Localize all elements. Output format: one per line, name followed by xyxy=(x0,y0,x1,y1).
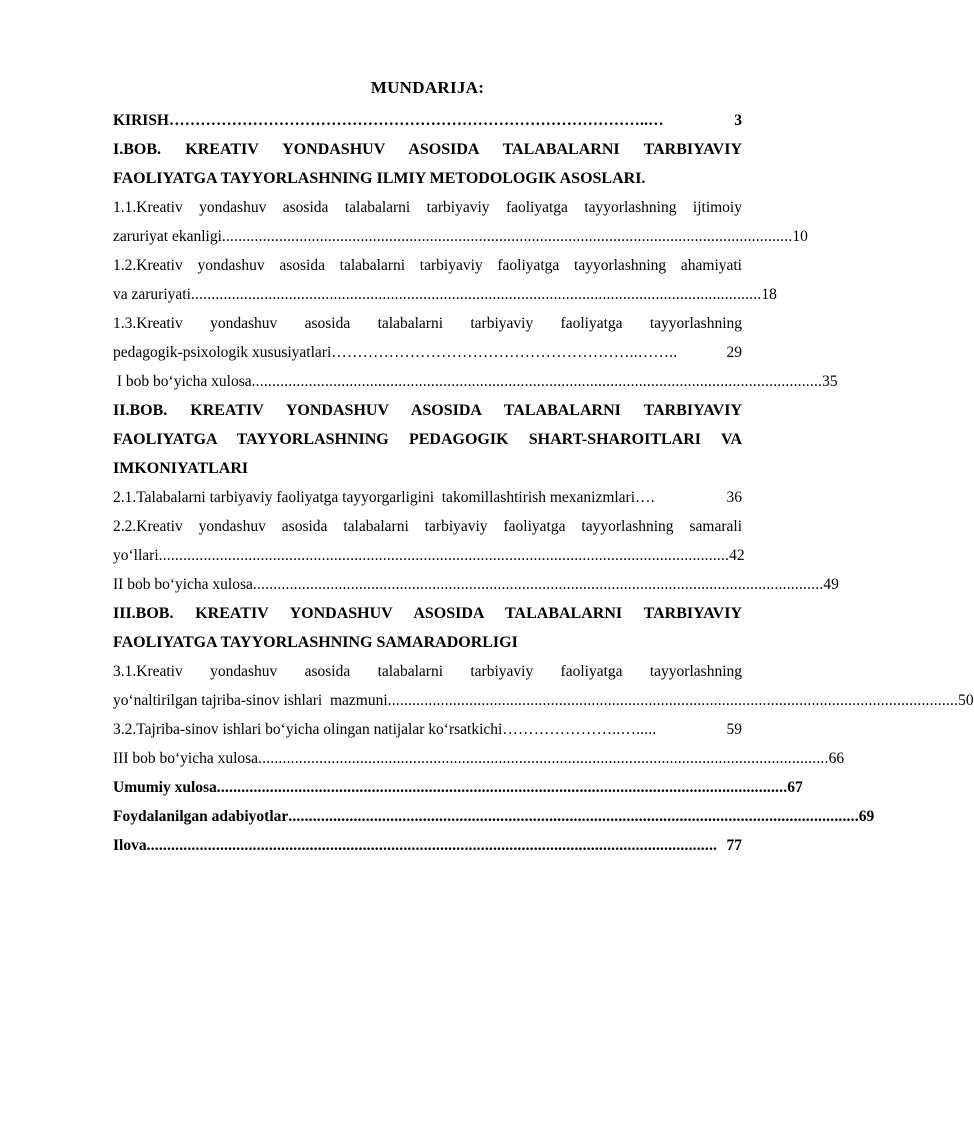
toc-entry-text-line1: 1.3.Kreativ yondashuv asosida talabalarni tarbiyaviy faoliyatga tayyorlashning xyxy=(113,315,742,332)
toc-leader: …. xyxy=(635,489,655,506)
toc-page-number: 42 xyxy=(729,547,745,564)
toc-leader: ............................................................................................................................................ xyxy=(221,228,793,245)
toc-entry-text: 2.1.Talabalarni tarbiyaviy faoliyatga tayyorgarligini takomillashtirish mexanizmlari xyxy=(113,489,636,506)
toc-leader: …………………..…..... xyxy=(502,721,657,738)
toc-entry-text: III bob bo‘yicha xulosa xyxy=(113,750,259,767)
toc-page-number: 18 xyxy=(761,286,777,303)
toc-entry-kirish xyxy=(113,106,742,135)
toc-entry-text: Foydalanilgan adabiyotlar xyxy=(113,808,289,825)
toc-entry-appendix xyxy=(113,831,742,860)
toc-page-number: 35 xyxy=(822,373,838,390)
toc-entry-text-line1: 2.2.Kreativ yondashuv asosida talabalarni tarbiyaviy faoliyatga tayyorlashning samarali xyxy=(113,518,742,535)
toc-heading-text: I.BOB. KREATIV YONDASHUV ASOSIDA TALABALARNI TARBIYAVIY FAOLIYATGA TAYYORLASHNING ILMIY METODOLOGIK ASOSLARI. xyxy=(113,141,742,187)
toc-entry-text-line1: 1.1.Kreativ yondashuv asosida talabalarni tarbiyaviy faoliyatga tayyorlashning ijtimoiy xyxy=(113,199,742,216)
toc-page-number: 69 xyxy=(858,808,875,825)
toc-leader: ............................................................................................................................................ xyxy=(158,547,730,564)
toc-entry-text: 3.2.Tajriba-sinov ishlari bo‘yicha olingan natijalar ko‘rsatkichi xyxy=(113,721,503,738)
toc-entry-2-2 xyxy=(113,512,745,570)
toc-chapter-heading-3 xyxy=(113,599,742,657)
toc-leader: ………………………………………………………………………………..… xyxy=(169,112,664,129)
toc-entry-text-line1: 3.1.Kreativ yondashuv asosida talabalarni tarbiyaviy faoliyatga tayyorlashning xyxy=(113,663,742,680)
toc-entry-2-1 xyxy=(113,483,742,512)
toc-leader: …………………………………………………..…….. xyxy=(331,344,678,361)
toc-page-number: 66 xyxy=(828,750,845,767)
toc-entry-text: I bob bo‘yicha xulosa xyxy=(113,373,252,390)
toc-entry-text: zaruriyat ekanligi xyxy=(113,228,222,245)
toc-entry-1-2 xyxy=(113,251,777,309)
toc-heading-text: III.BOB. KREATIV YONDASHUV ASOSIDA TALABALARNI TARBIYAVIY FAOLIYATGA TAYYORLASHNING SAMARADORLIGI xyxy=(113,605,742,651)
toc-entry-text-line1: 1.2.Kreativ yondashuv asosida talabalarni tarbiyaviy faoliyatga tayyorlashning ahamiyati xyxy=(113,257,742,274)
toc-leader: ............................................................................................................................................ xyxy=(216,779,788,796)
toc-entry-chapter-2-summary xyxy=(113,570,839,599)
toc-entry-chapter-1-summary xyxy=(113,367,838,396)
toc-entry-1-3 xyxy=(113,309,742,367)
toc-heading-text: II.BOB. KREATIV YONDASHUV ASOSIDA TALABALARNI TARBIYAVIY FAOLIYATGA TAYYORLASHNING PEDAGOGIK SHART-SHAROITLARI VA IMKONIYATLARI xyxy=(113,402,742,477)
toc-page-number: 77 xyxy=(726,837,742,854)
toc-entry-3-1 xyxy=(113,657,974,715)
toc-entry-text: Umumiy xulosa xyxy=(113,779,217,796)
toc-page-number: 29 xyxy=(726,344,742,361)
toc-entry-text: yo‘naltirilgan tajriba-sinov ishlari mazmuni xyxy=(113,692,388,709)
toc-page-number: 50 xyxy=(958,692,974,709)
toc-entry-3-2 xyxy=(113,715,742,744)
toc-page-number: 59 xyxy=(726,721,742,738)
toc-entry-1-1 xyxy=(113,193,808,251)
toc-leader: ............................................................................................................................................ xyxy=(387,692,959,709)
table-of-contents xyxy=(113,106,974,860)
toc-entry-text: yo‘llari xyxy=(113,547,159,564)
toc-entry-conclusion xyxy=(113,773,803,802)
toc-leader: ............................................................................................................................................ xyxy=(252,576,824,593)
toc-page-number: 3 xyxy=(734,112,742,129)
toc-page-number: 67 xyxy=(787,779,803,796)
toc-leader: ............................................................................................................................................ xyxy=(190,286,762,303)
toc-entry-text: II bob bo‘yicha xulosa xyxy=(113,576,253,593)
toc-leader: ............................................................................................................................................ xyxy=(258,750,829,767)
toc-entry-references xyxy=(113,802,875,831)
toc-entry-text: va zaruriyati xyxy=(113,286,191,303)
toc-leader: ............................................................................................................................................ xyxy=(251,373,823,390)
toc-page-number: 36 xyxy=(726,489,742,506)
toc-page-number: 10 xyxy=(792,228,808,245)
toc-page-number: 49 xyxy=(823,576,839,593)
toc-entry-text: Ilova xyxy=(113,837,147,854)
toc-chapter-heading-2 xyxy=(113,396,742,483)
toc-entry-text: pedagogik-psixologik xususiyatlari xyxy=(113,344,332,361)
page-title: MUNDARIJA: xyxy=(370,78,485,97)
toc-chapter-heading-1 xyxy=(113,135,742,193)
toc-leader: ............................................................................................................................................ xyxy=(288,808,859,825)
toc-entry-chapter-3-summary xyxy=(113,744,845,773)
toc-leader: ............................................................................................................................................ xyxy=(146,837,718,854)
toc-entry-text: KIRISH xyxy=(113,112,169,129)
